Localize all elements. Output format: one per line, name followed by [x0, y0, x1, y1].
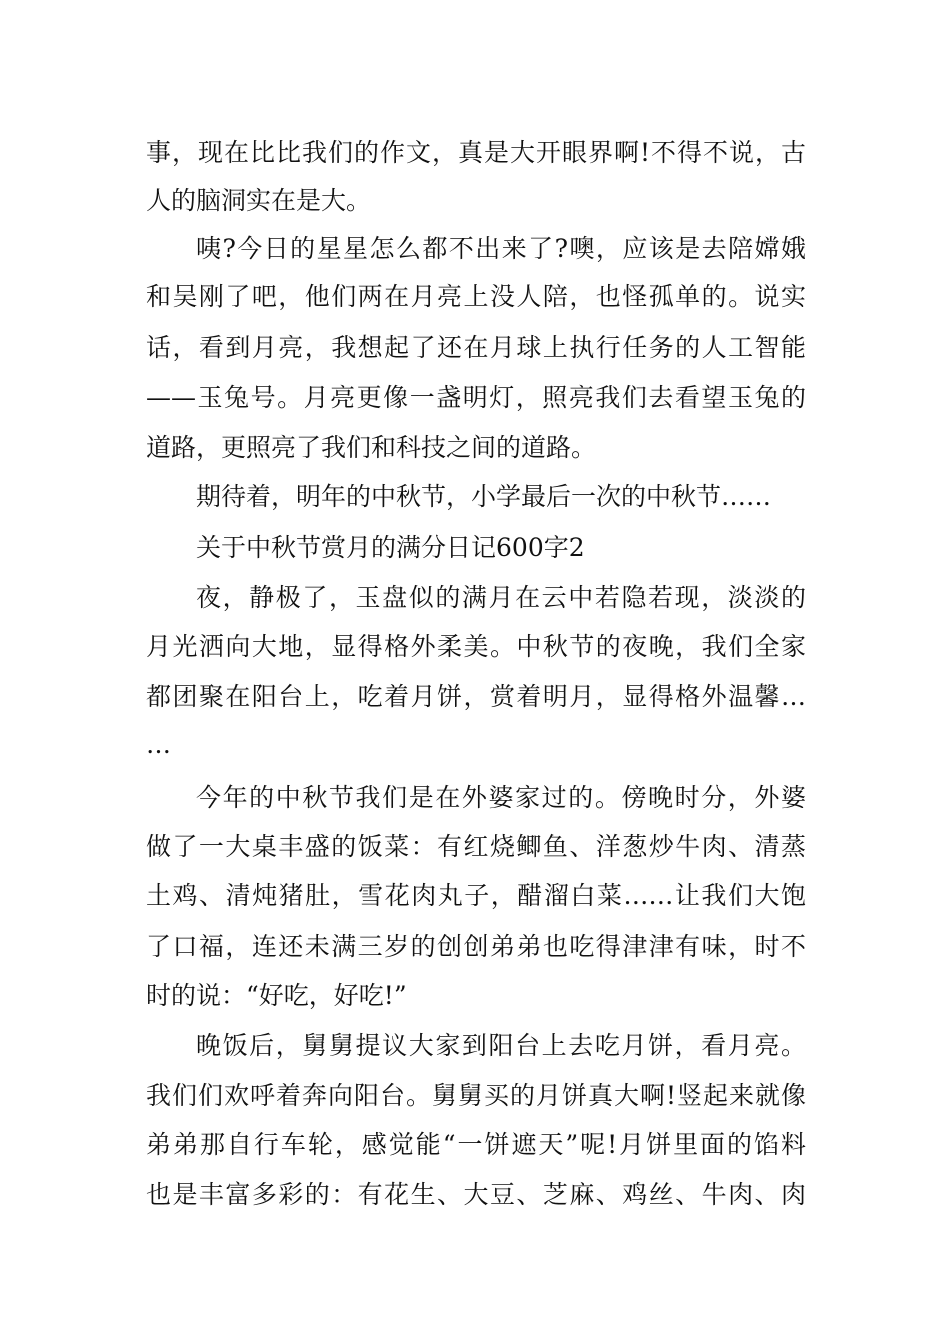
text-line: … [146, 730, 171, 759]
text-line: 做了一大桌丰盛的饭菜：有红烧鲫鱼、洋葱炒牛肉、清蒸 [146, 832, 806, 861]
text-line: 和吴刚了吧，他们两在月亮上没人陪，也怪孤单的。说实 [146, 282, 806, 311]
text-line: 时的说：“好吃，好吃!” [146, 981, 407, 1010]
text-line: 都团聚在阳台上，吃着月饼，赏着明月，显得格外温馨… [146, 682, 806, 711]
text-line: ——玉兔号。月亮更像一盏明灯，照亮我们去看望玉兔的 [146, 383, 806, 412]
text-line: 月光洒向大地，显得格外柔美。中秋节的夜晚，我们全家 [146, 632, 806, 661]
text-line: 话，看到月亮，我想起了还在月球上执行任务的人工智能 [146, 333, 806, 362]
text-line: 事，现在比比我们的作文，真是大开眼界啊!不得不说，古 [146, 138, 806, 167]
text-line: 今年的中秋节我们是在外婆家过的。傍晚时分，外婆 [196, 783, 806, 812]
text-line: 了口福，连还未满三岁的创创弟弟也吃得津津有味，时不 [146, 932, 806, 961]
text-line: 也是丰富多彩的：有花生、大豆、芝麻、鸡丝、牛肉、肉 [146, 1180, 806, 1209]
text-line: 土鸡、清炖猪肚，雪花肉丸子，醋溜白菜……让我们大饱 [146, 881, 806, 910]
section-heading: 关于中秋节赏月的满分日记600字2 [196, 533, 585, 562]
text-line: 期待着，明年的中秋节，小学最后一次的中秋节…… [196, 482, 772, 511]
text-line: 人的脑洞实在是大。 [146, 186, 372, 215]
text-line: 弟弟那自行车轮，感觉能“一饼遮天”呢!月饼里面的馅料 [146, 1130, 806, 1159]
text-line: 我们们欢呼着奔向阳台。舅舅买的月饼真大啊!竖起来就像 [146, 1081, 806, 1110]
text-line: 晚饭后，舅舅提议大家到阳台上去吃月饼，看月亮。 [196, 1031, 806, 1060]
text-line: 夜，静极了，玉盘似的满月在云中若隐若现，淡淡的 [196, 583, 806, 612]
text-line: 咦?今日的星星怎么都不出来了?噢，应该是去陪嫦娥 [196, 234, 806, 263]
text-line: 道路，更照亮了我们和科技之间的道路。 [146, 433, 597, 462]
